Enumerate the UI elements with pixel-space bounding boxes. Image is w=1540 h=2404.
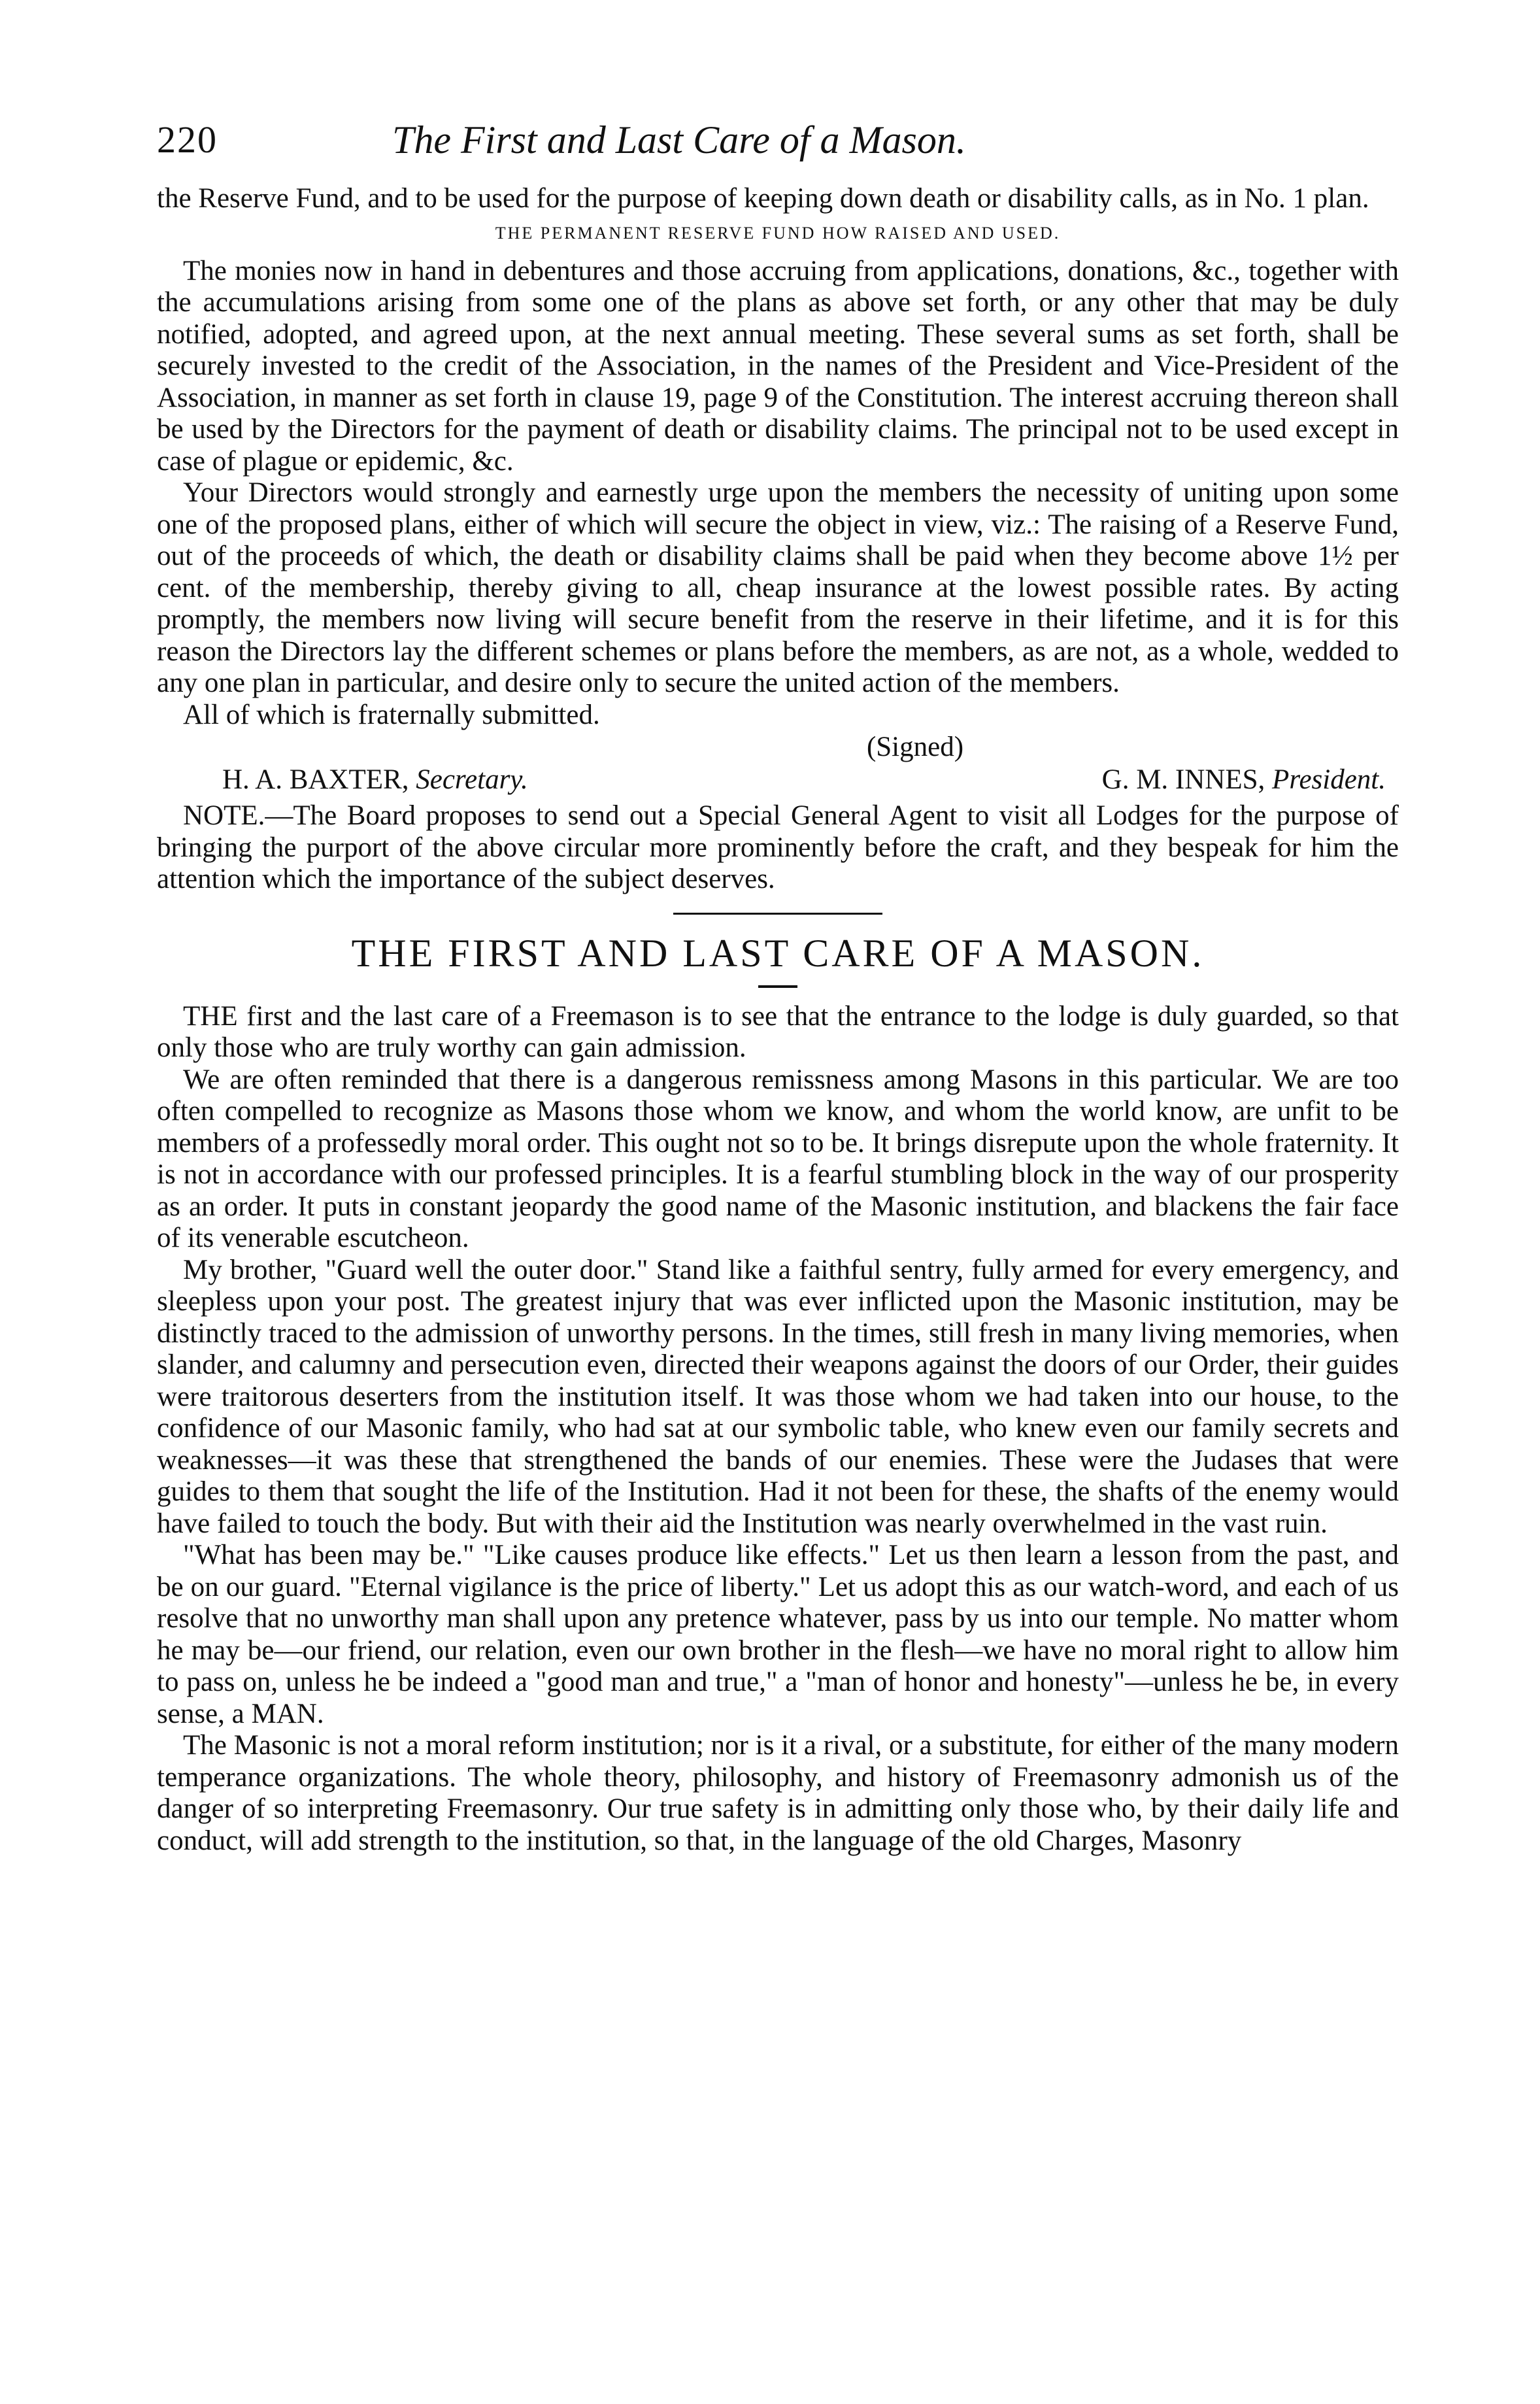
- running-title: The First and Last Care of a Mason.: [392, 118, 966, 161]
- secretary-role: Secretary.: [416, 764, 528, 795]
- article-section: [157, 930, 1399, 1857]
- president-name: G. M. INNES,: [1101, 764, 1265, 795]
- signature-row: [157, 764, 1399, 800]
- section-divider: [673, 913, 882, 915]
- body-paragraph: The monies now in hand in debentures and those accruing from applications, donations, &c., together with the accumulations arising from some one of the plans as above set forth, or any other that may be duly notified, adopted, and agreed upon, at the next annual meeting. These several sums as set forth, shall be securely invested to the credit of the Association, in the names of the President and Vice-President of the Association, in manner as set forth in clause 19, page 9 of the Constitution. The interest accruing thereon shall be used by the Directors for the payment of death or disability claims. The principal not to be used except in case of plague or epidemic, &c.: [157, 255, 1399, 477]
- book-page: [157, 118, 1399, 1857]
- title-underline: [758, 985, 797, 988]
- article-title: THE FIRST AND LAST CARE OF A MASON.: [351, 931, 1205, 975]
- article-paragraph: We are often reminded that there is a dangerous remissness among Masons in this particular. We are too often compelled to recognize as Masons those whom we know, and whom the world know, are unfit to be members of a professedly moral order. This ought not so to be. It brings disrepute upon the whole fraternity. It is not in accordance with our professed principles. It is a fearful stumbling block in the way of our prosperity as an order. It puts in constant jeopardy the good name of the Masonic institution, and blackens the fair face of its venerable escutcheon.: [157, 1064, 1399, 1253]
- secretary-signature: [222, 764, 528, 796]
- note-paragraph: NOTE.—The Board proposes to send out a Special General Agent to visit all Lodges for the purpose of bringing the purport of the above circular more prominently before the craft, and they bespeak for him the attention which the importance of the subject deserves.: [157, 800, 1399, 894]
- president-role: President.: [1272, 764, 1386, 795]
- president-signature: [1102, 764, 1386, 796]
- article-paragraph: "What has been may be." "Like causes produce like effects." Let us then learn a lesson from the past, and be on our guard. "Eternal vigilance is the price of liberty." Let us adopt this as our watch-word, and each of us resolve that no unworthy man shall upon any pretence whatever, pass by us into our temple. No matter whom he may be—our friend, our relation, even our own brother in the flesh—we have no moral right to allow him to pass on, unless he be indeed a "good man and true," a "man of honor and honesty"—unless he be, in every sense, a MAN.: [157, 1540, 1399, 1729]
- secretary-name: H. A. BAXTER,: [222, 764, 409, 795]
- article-paragraph: My brother, "Guard well the outer door." Stand like a faithful sentry, fully armed for every emergency, and sleepless upon your post. The greatest injury that was ever inflicted upon the Masonic institution, may be distinctly traced to the admission of unworthy persons. In the times, still fresh in many living memories, when slander, and calumny and persecution even, directed their weapons against the doors of our Order, their guides were traitorous deserters from the institution itself. It was those whom we had taken into our house, to the confidence of our Masonic family, who had sat at our symbolic table, who knew even our family secrets and weaknesses—it was these that strengthened the bands of our enemies. These were the Judases that were guides to them that sought the life of the Institution. Had it not been for these, the shafts of the enemy would have failed to touch the body. But with their aid the Institution was nearly overwhelmed in the vast ruin.: [157, 1254, 1399, 1539]
- page-number: 220: [157, 118, 218, 161]
- section-subheading: THE PERMANENT RESERVE FUND HOW RAISED AND USED.: [495, 223, 1061, 243]
- signed-label: (Signed): [866, 732, 964, 762]
- body-paragraph: All of which is fraternally submitted.: [183, 699, 600, 730]
- article-paragraph: THE first and the last care of a Freemason is to see that the entrance to the lodge is duly guarded, so that only those who are truly worthy can gain admission.: [157, 1000, 1399, 1063]
- continued-paragraph: the Reserve Fund, and to be used for the purpose of keeping down death or disability calls, as in No. 1 plan.: [157, 183, 1369, 214]
- article-paragraph: The Masonic is not a moral reform institution; nor is it a rival, or a substitute, for either of the many modern temperance organizations. The whole theory, philosophy, and history of Freemasonry admonish us of the danger of so interpreting Freemasonry. Our true safety is in admitting only those who, by their daily life and conduct, will add strength to the institution, so that, in the language of the old Charges, Masonry: [157, 1730, 1399, 1856]
- running-head: [157, 118, 1399, 183]
- body-paragraph: Your Directors would strongly and earnestly urge upon the members the necessity of uniting upon some one of the proposed plans, either of which will secure the object in view, viz.: The raising of a Reserve Fund, out of the proceeds of which, the death or disability claims shall be paid when they become above 1½ per cent. of the membership, thereby giving to all, cheap insurance at the lowest possible rates. By acting promptly, the members now living will secure benefit from the reserve in their lifetime, and it is for this reason the Directors lay the different schemes or plans before the members, as are not, as a whole, wedded to any one plan in particular, and desire only to secure the united action of the members.: [157, 477, 1399, 698]
- circular-section: [157, 183, 1399, 896]
